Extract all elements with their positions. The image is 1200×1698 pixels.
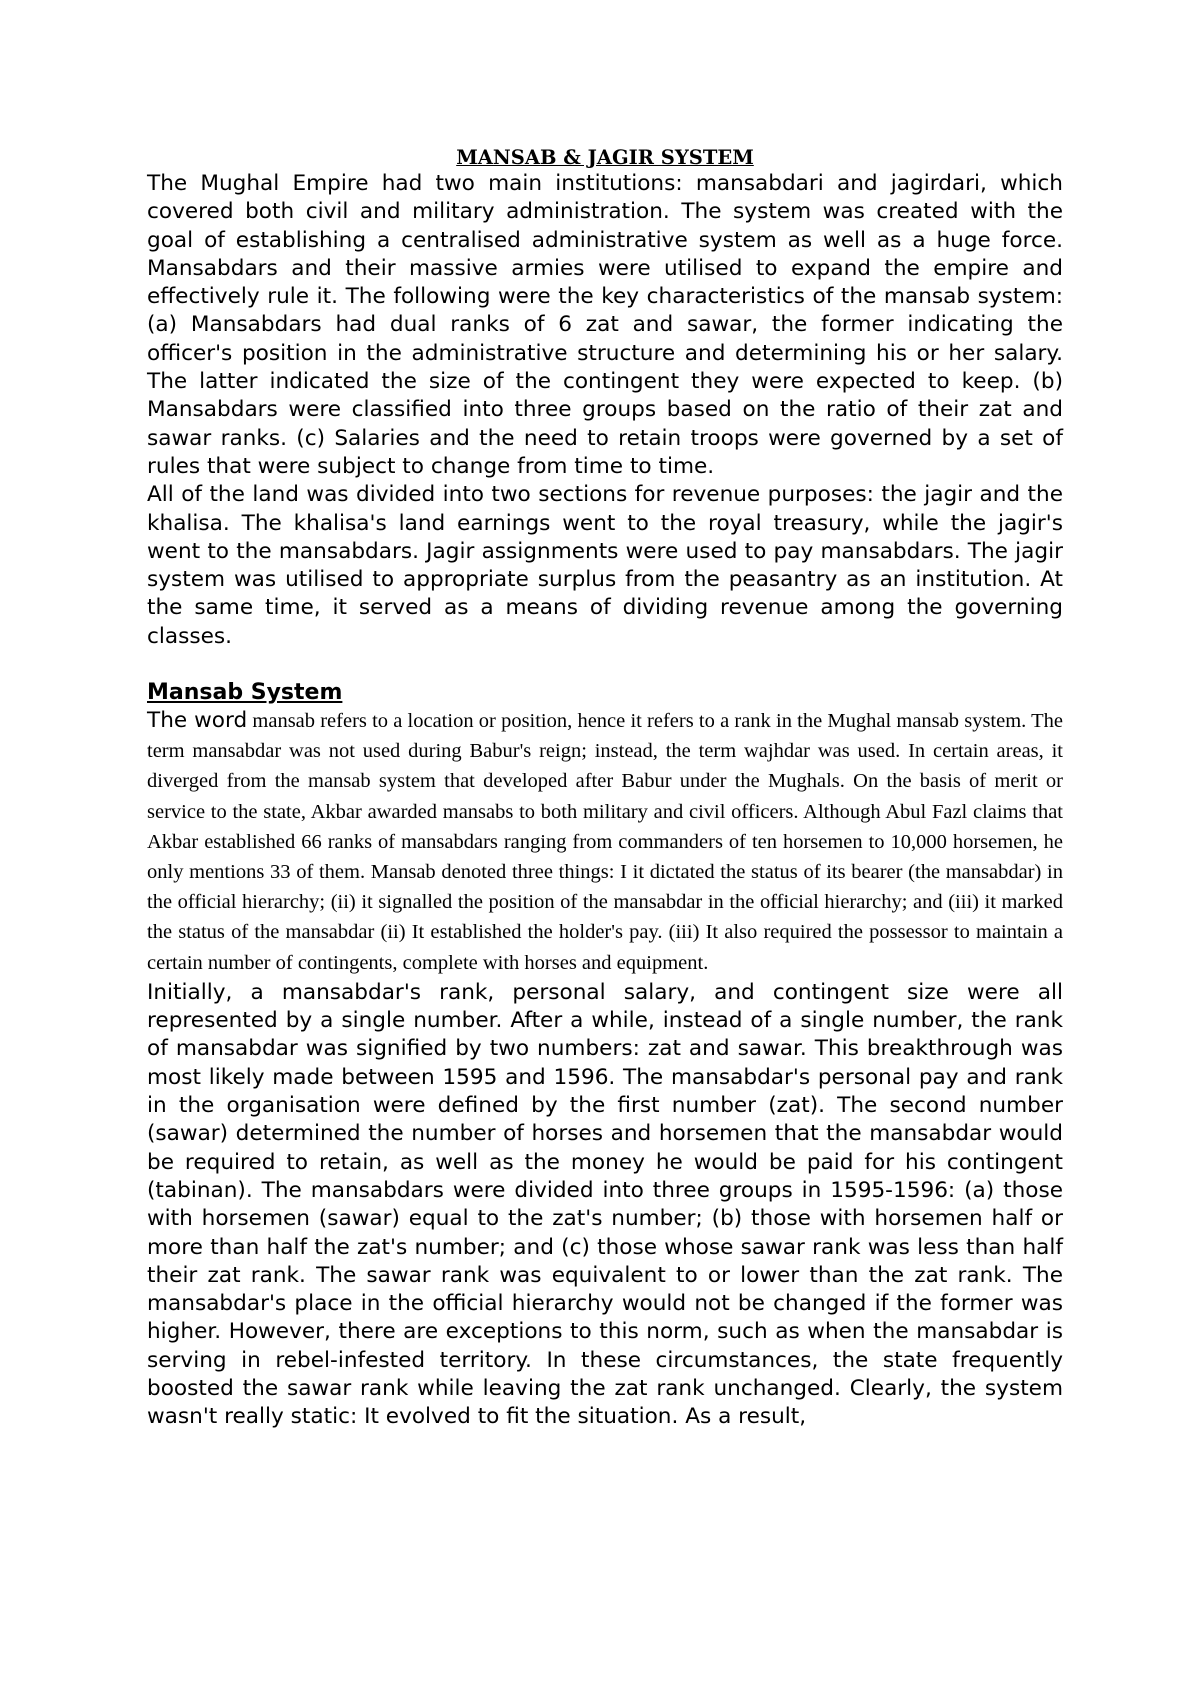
paragraph-spacer (147, 651, 1063, 679)
paragraph-body-text: mansab refers to a location or position, hence it refers to a rank in the Mughal mansab system. The term mansabdar was not used during Babur's reign; instead, the term wajhdar was used. In certain areas, it diverged from the mansab system that developed after Babur under the Mughals. On the basis of merit or service to the state, Akbar awarded mansabs to both military and civil officers. Although Abul Fazl claims that Akbar established 66 ranks of mansabdars ranging from commanders of ten horsemen to 10,000 horsemen, he only mentions 33 of them. Mansab denoted three things: I it dictated the status of its bearer (the mansabdar) in the official hierarchy; (ii) it signalled the position of the mansabdar in the official hierarchy; and (iii) it marked the status of the mansabdar (ii) It established the holder's pay. (iii) It also required the possessor to maintain a certain number of contingents, complete with horses and equipment. (147, 710, 1063, 974)
intro-paragraph-2: All of the land was divided into two sections for revenue purposes: the jagir and the khalisa. The khalisa's land earnings went to the royal treasury, while the jagir's went to the mansabdars. Jagir assignments were used to pay mansabdars. The jagir system was utilised to appropriate surplus from the peasantry as an institution. At the same time, it served as a means of dividing revenue among the governing classes. (147, 482, 1063, 649)
paragraph-lead-text: The word (147, 708, 248, 734)
ranks-paragraph: Initially, a mansabdar's rank, personal salary, and contingent size were all represented by a single number. After a while, instead of a single number, the rank of mansabdar was signified by two numbers: zat and sawar. This breakthrough was most likely made between 1595 and 1596. The mansabdar's personal pay and rank in the organisation were defined by the first number (zat). The second number (sawar) determined the number of horses and horsemen that the mansabdar would be required to retain, as well as the money he would be paid for his contingent (tabinan). The mansabdars were divided into three groups in 1595-1596: (a) those with horsemen (sawar) equal to the zat's number; (b) those with horsemen half or more than half the zat's number; and (c) those whose sawar rank was less than half their zat rank. The sawar rank was equivalent to or lower than the zat rank. The mansabdar's place in the official hierarchy would not be changed if the former was higher. However, there are exceptions to this norm, such as when the mansabdar is serving in rebel-infested territory. In these circumstances, the state frequently boosted the sawar rank while leaving the zat rank unchanged. Clearly, the system wasn't really static: It evolved to fit the situation. As a result, (147, 979, 1063, 1430)
document-title: MANSAB & JAGIR SYSTEM (456, 146, 754, 169)
document-body (147, 146, 1063, 1432)
section-heading-mansab-system: Mansab System (147, 680, 343, 706)
mansab-definition-paragraph (147, 707, 1063, 979)
intro-paragraph-1: The Mughal Empire had two main institutions: mansabdari and jagirdari, which covered both civil and military administration. The system was created with the goal of establishing a centralised administrative system as well as a huge force. Mansabdars and their massive armies were utilised to expand the empire and effectively rule it. The following were the key characteristics of the mansab system: (a) Mansabdars had dual ranks of 6 zat and sawar, the former indicating the officer's position in the administrative structure and determining his or her salary. The latter indicated the size of the contingent they were expected to keep. (b) Mansabdars were classified into three groups based on the ratio of their zat and sawar ranks. (c) Salaries and the need to retain troops were governed by a set of rules that were subject to change from time to time. (147, 171, 1063, 479)
